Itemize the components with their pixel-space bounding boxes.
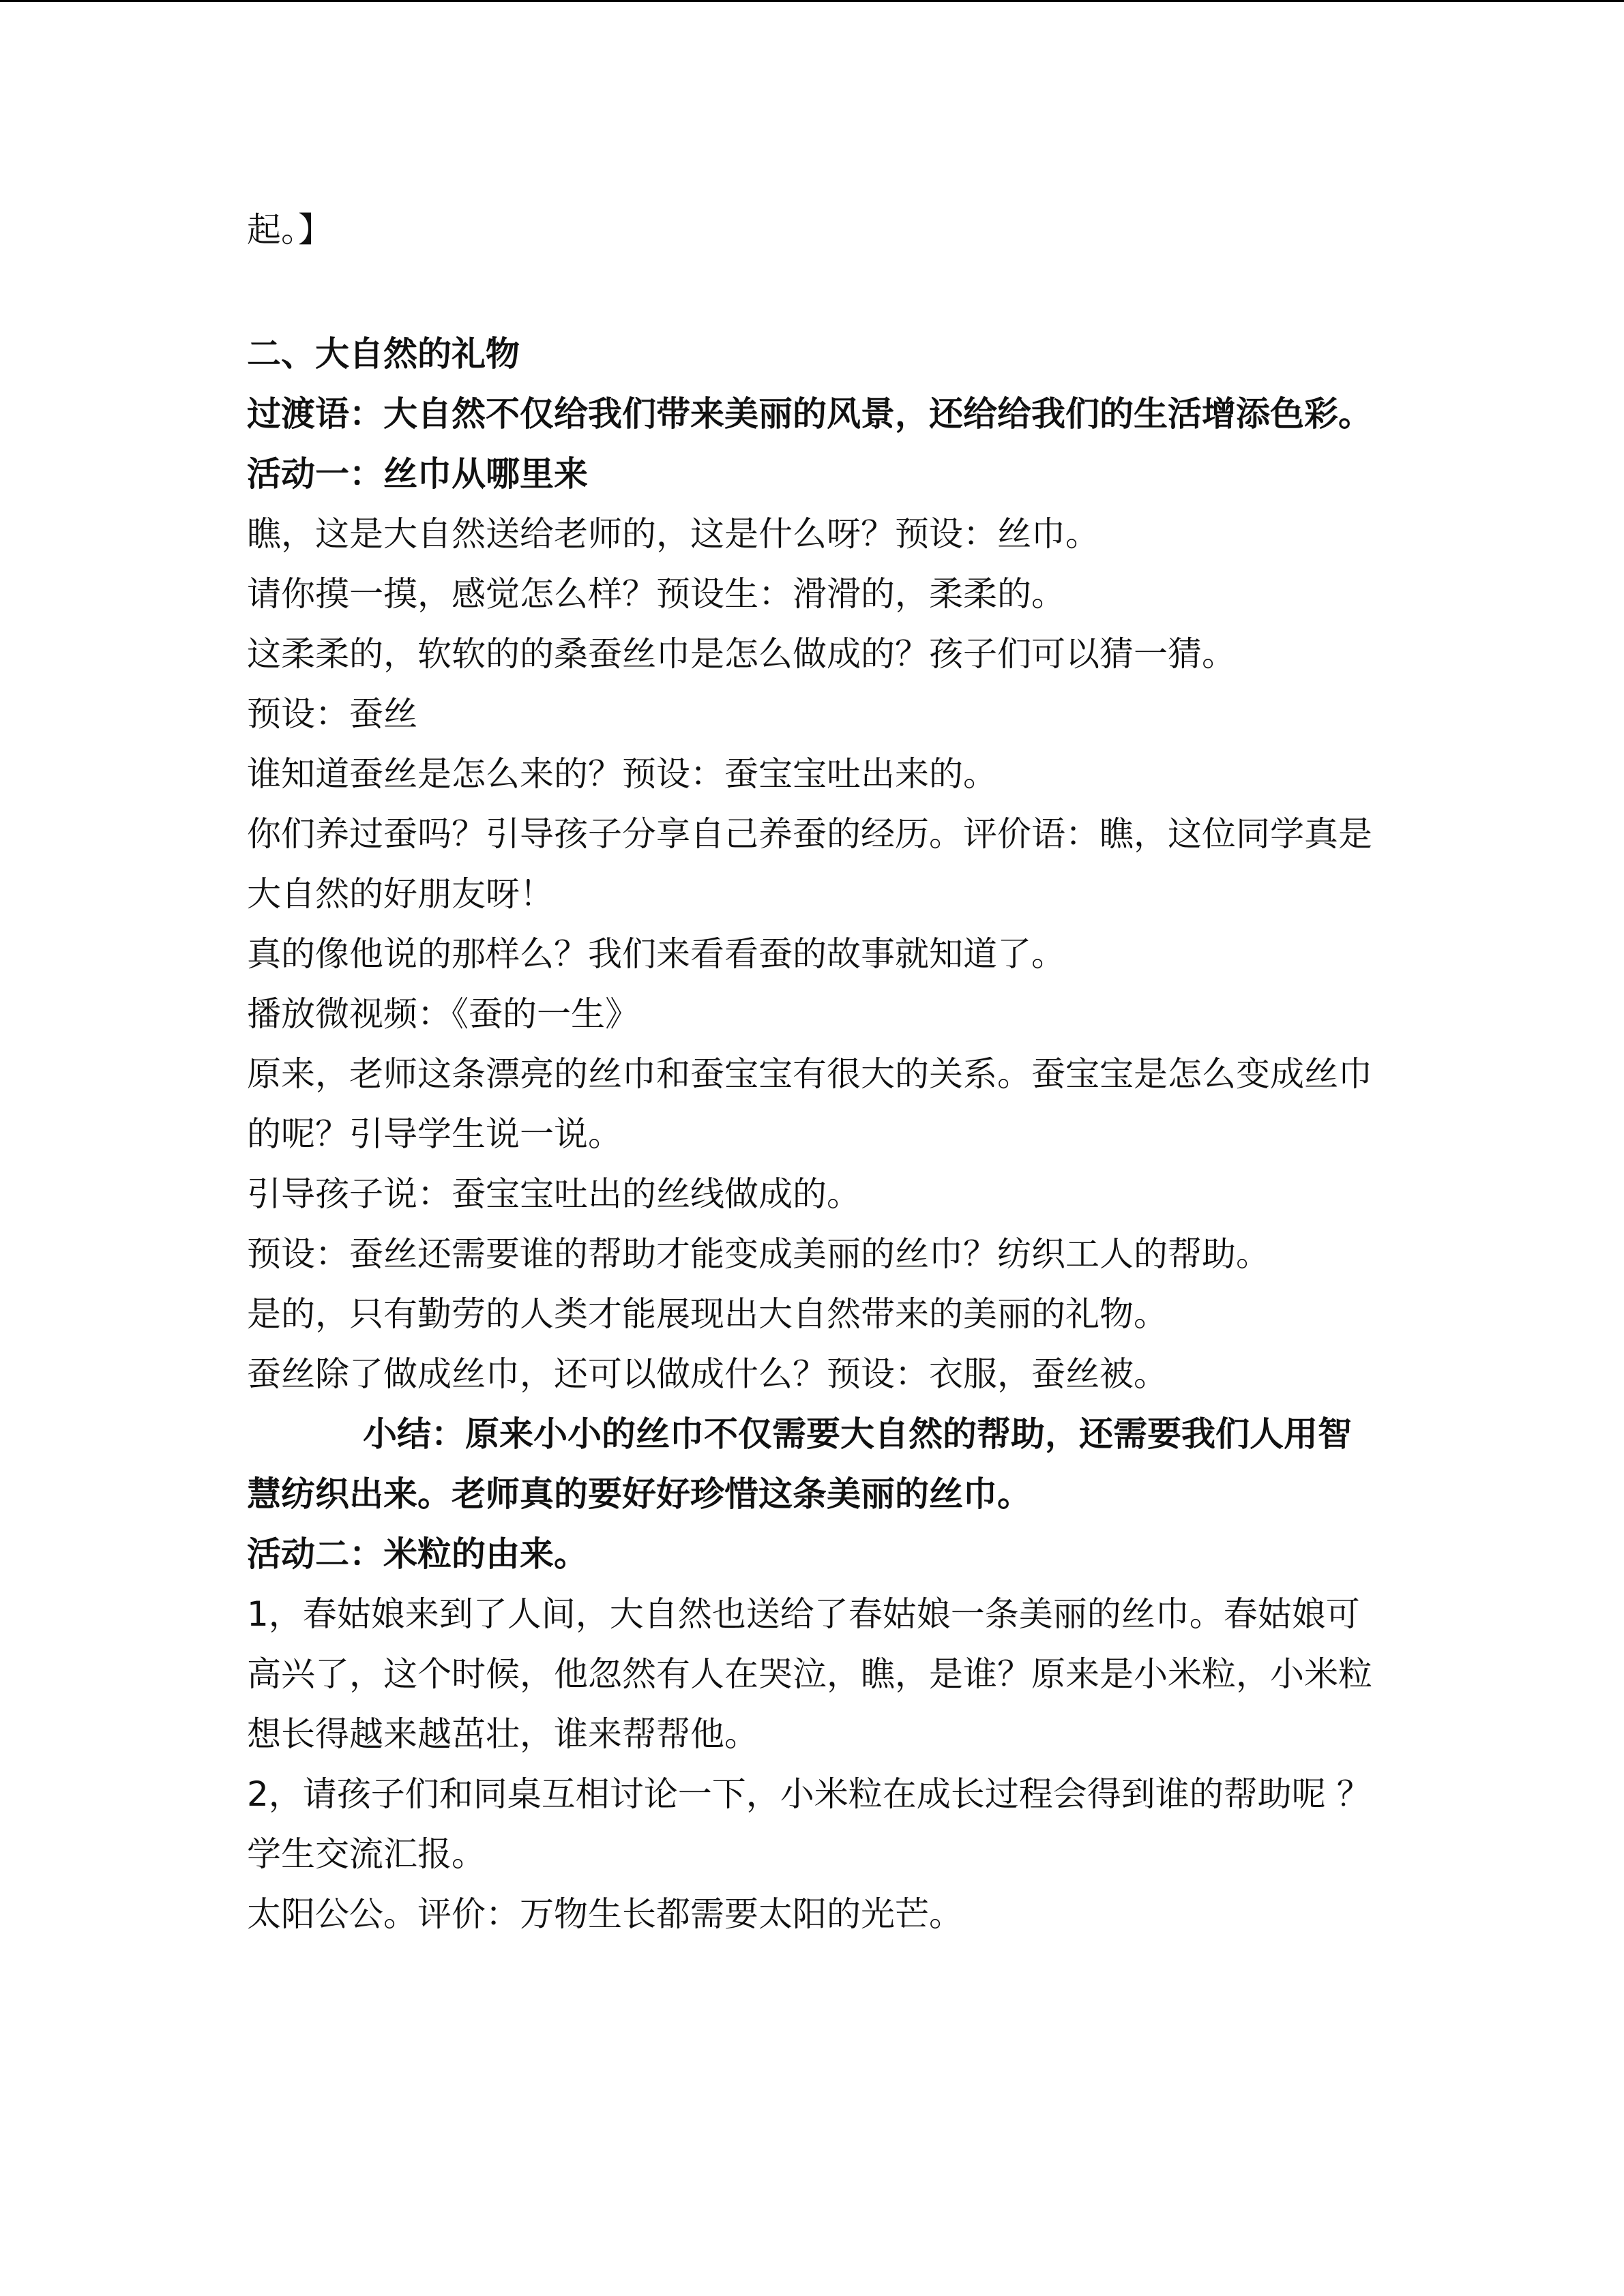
paragraph: 播放微视频：《蚕的一生》 (247, 994, 639, 1034)
paragraph: 预设：蚕丝 (247, 694, 417, 734)
paragraph: 请你摸一摸，感觉怎么样？预设生：滑滑的，柔柔的。 (247, 574, 1065, 614)
paragraph: 真的像他说的那样么？我们来看看蚕的故事就知道了。 (247, 934, 1065, 974)
paragraph: 蚕丝除了做成丝巾，还可以做成什么？预设：衣服，蚕丝被。 (247, 1354, 1168, 1394)
continued-fragment: 起。】 (247, 210, 332, 250)
paragraph: 2，请孩子们和同桌互相讨论一下，小米粒在成长过程会得到谁的帮助呢 ？学生交流汇报。 (247, 1774, 1371, 1874)
paragraph: 活动二：米粒的由来。 (247, 1534, 588, 1574)
paragraph: 小结：原来小小的丝巾不仅需要大自然的帮助，还需要我们人用智慧纺织出来。老师真的要好好珍惜这条美丽的丝巾。 (247, 1414, 1352, 1514)
section-heading: 二、大自然的礼物 (247, 334, 520, 374)
paragraph: 这柔柔的，软软的的桑蚕丝巾是怎么做成的？孩子们可以猜一猜。 (247, 634, 1236, 674)
body-text (247, 384, 1379, 1944)
paragraph: 原来，老师这条漂亮的丝巾和蚕宝宝有很大的关系。蚕宝宝是怎么变成丝巾的呢？引导学生说一说。 (247, 1054, 1372, 1154)
paragraph: 谁知道蚕丝是怎么来的？预设：蚕宝宝吐出来的。 (247, 754, 997, 794)
paragraph: 1，春姑娘来到了人间，大自然也送给了春姑娘一条美丽的丝巾。春姑娘可高兴了，这个时候，他忽然有人在哭泣，瞧，是谁？原来是小米粒，小米粒想长得越来越茁壮，谁来帮帮他。 (247, 1594, 1372, 1754)
paragraph: 太阳公公。评价：万物生长都需要太阳的光芒。 (247, 1894, 963, 1934)
paragraph: 过渡语：大自然不仅给我们带来美丽的风景，还给给我们的生活增添色彩。 (247, 394, 1372, 434)
paragraph: 你们养过蚕吗？引导孩子分享自己养蚕的经历。评价语：瞧，这位同学真是大自然的好朋友呀！ (247, 814, 1372, 914)
paragraph: 引导孩子说：蚕宝宝吐出的丝线做成的。 (247, 1174, 861, 1214)
paragraph: 是的，只有勤劳的人类才能展现出大自然带来的美丽的礼物。 (247, 1294, 1168, 1334)
paragraph: 预设：蚕丝还需要谁的帮助才能变成美丽的丝巾？纺织工人的帮助。 (247, 1234, 1270, 1274)
paragraph: 活动一：丝巾从哪里来 (247, 454, 588, 494)
paragraph: 瞧，这是大自然送给老师的，这是什么呀？预设：丝巾。 (247, 514, 1099, 554)
